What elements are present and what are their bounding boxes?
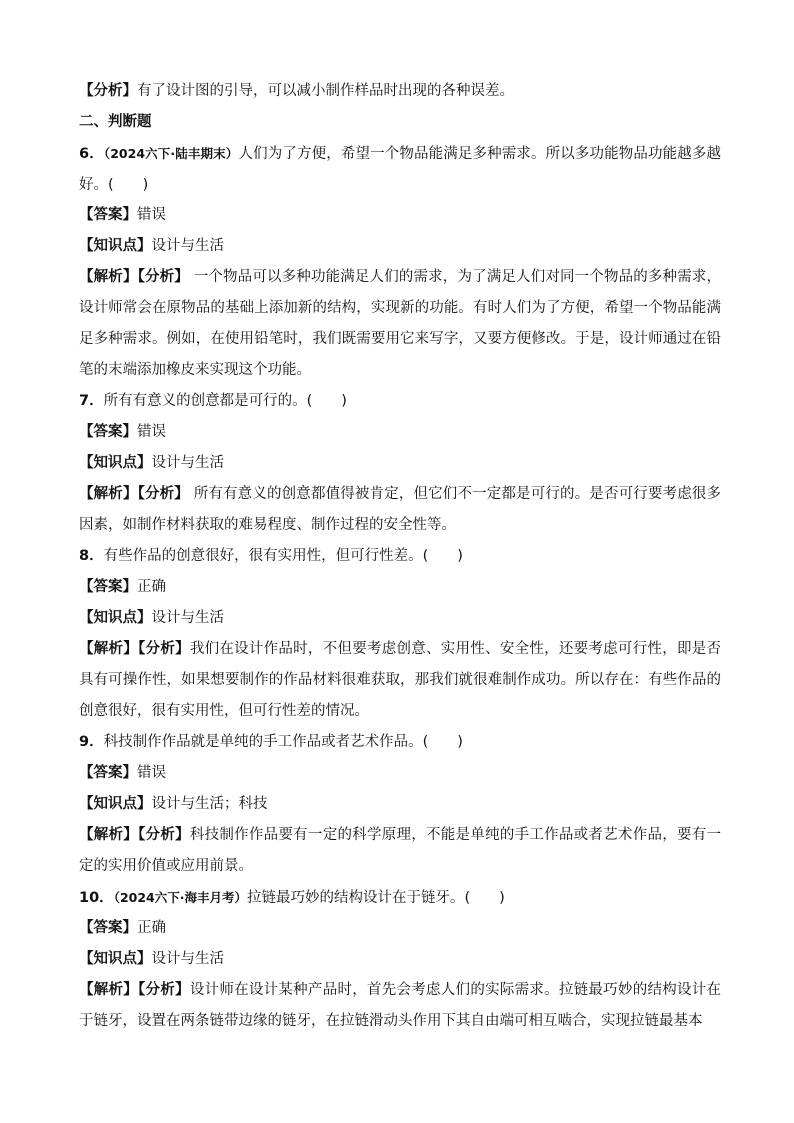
explanation [79,262,721,386]
answer-line [79,758,721,789]
answer-value: 正确 [137,920,166,936]
answer-tag: 【答案】 [79,579,137,595]
knowledge-value: 设计与生活 [151,238,224,254]
question-number: 6． [79,146,104,162]
question-number: 8． [79,548,104,564]
answer-line [79,572,721,603]
answer-tag: 【答案】 [79,765,137,781]
answer-tag: 【答案】 [79,207,137,223]
question-stem [79,541,721,572]
answer-line [79,913,721,944]
analysis-tag: 【分析】 [138,641,190,657]
answer-value: 错误 [137,765,166,781]
explanation-text: 我们在设计作品时，不但要考虑创意、实用性、安全性，还要考虑可行性，即是否具有可操作性，如果想要制作的作品材料很难获取，那我们就很难制作成功。所以存在：有些作品的创意很好，很有实用性，但可行性差的情况。 [79,641,721,719]
analysis-tag: 【分析】 [138,827,190,843]
explain-tag: 【解析】 [79,641,139,657]
knowledge-line [79,448,721,479]
question-number: 9． [79,734,104,750]
explanation-text: 设计师在设计某种产品时，首先会考虑人们的实际需求。拉链最巧妙的结构设计在于链牙，设置在两条链带边缘的链牙，在拉链滑动头作用下其自由端可相互啮合，实现拉链最基本 [79,982,721,1029]
knowledge-value: 设计与生活 [151,951,224,967]
section-title: 二、判断题 [79,114,152,130]
knowledge-line [79,944,721,975]
explanation-text: 科技制作作品要有一定的科学原理，不能是单纯的手工作品或者艺术作品，要有一定的实用价值或应用前景。 [79,827,721,874]
explain-tag: 【解析】 [79,486,138,502]
question-stem [79,727,721,758]
explanation-text: 一个物品可以多种功能满足人们的需求，为了满足人们对同一个物品的多种需求，设计师常会在原物品的基础上添加新的结构，实现新的功能。有时人们为了方便，希望一个物品能满足多种需求。例如，在使用铅笔时，我们既需要用它来写字，又要方便修改。于是，设计师通过在铅笔的末端添加橡皮来实现这个功能。 [79,269,722,378]
explanation [79,820,721,882]
knowledge-tag: 【知识点】 [79,455,152,471]
question-text: 人们为了方便，希望一个物品能满足多种需求。所以多功能物品功能越多越好。( ) [79,146,722,193]
analysis-text: 有了设计图的引导，可以减小制作样品时出现的各种误差。 [137,83,514,99]
knowledge-line [79,603,721,634]
answer-value: 错误 [137,424,166,440]
explain-tag: 【解析】 [79,982,139,998]
explanation [79,479,721,541]
analysis-tag: 【分析】 [137,486,189,502]
question-text: 有些作品的创意很好，很有实用性，但可行性差。( ) [103,548,463,564]
knowledge-line [79,789,721,820]
analysis-tag: 【分析】 [137,269,189,285]
question-source: （2024六下·陆丰期末） [103,146,239,161]
knowledge-tag: 【知识点】 [79,238,152,254]
question-stem [79,386,721,417]
question-stem [79,882,721,913]
answer-value: 错误 [137,207,166,223]
knowledge-value: 设计与生活 [151,610,224,626]
question-text: 拉链最巧妙的结构设计在于链牙。( ) [246,890,505,906]
answer-tag: 【答案】 [79,424,137,440]
knowledge-line [79,231,721,262]
answer-line [79,417,721,448]
explain-tag: 【解析】 [79,827,139,843]
knowledge-value: 设计与生活 [151,455,224,471]
document-page [79,76,721,1037]
explain-tag: 【解析】 [79,269,138,285]
question-number: 10． [79,890,114,906]
knowledge-tag: 【知识点】 [79,796,152,812]
answer-value: 正确 [137,579,166,595]
analysis-tag: 【分析】 [79,83,137,99]
knowledge-value: 设计与生活；科技 [151,796,268,812]
explanation [79,634,721,727]
answer-tag: 【答案】 [79,920,137,936]
analysis-tag: 【分析】 [138,982,190,998]
prev-analysis [79,76,721,107]
answer-line [79,200,721,231]
question-number: 7． [79,393,104,409]
question-text: 所有有意义的创意都是可行的。( ) [103,393,347,409]
explanation [79,975,721,1037]
knowledge-tag: 【知识点】 [79,951,152,967]
knowledge-tag: 【知识点】 [79,610,152,626]
question-source: （2024六下·海丰月考） [113,890,247,905]
question-text: 科技制作作品就是单纯的手工作品或者艺术作品。( ) [103,734,463,750]
question-stem [79,138,721,200]
explanation-text: 所有有意义的创意都值得被肯定，但它们不一定都是可行的。是否可行要考虑很多因素，如制作材料获取的难易程度、制作过程的安全性等。 [79,486,722,533]
